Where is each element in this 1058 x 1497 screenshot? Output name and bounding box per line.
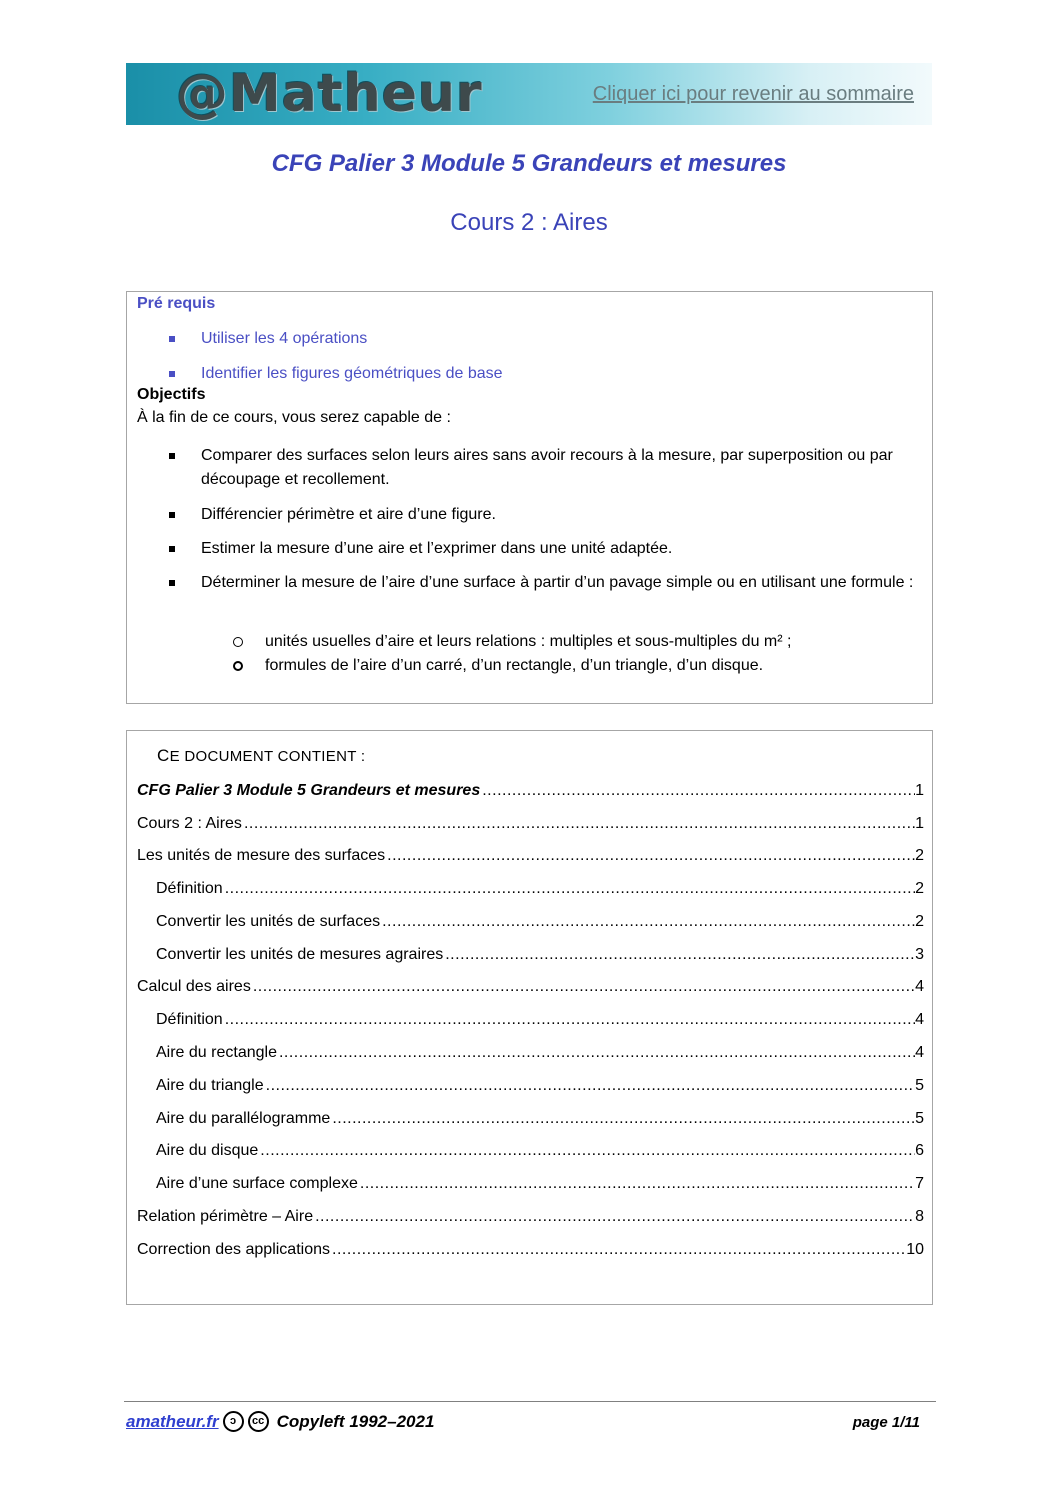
page-number: page 1/11 — [852, 1414, 920, 1431]
prerequisites-heading: Pré requis — [137, 295, 216, 312]
square-bullet-icon — [169, 371, 175, 377]
toc-entry[interactable]: CFG Palier 3 Module 5 Grandeurs et mesures ..... 1 — [137, 780, 924, 802]
square-bullet-icon — [169, 453, 175, 459]
toc-entry[interactable]: Définition ..... 4 — [156, 1009, 924, 1031]
toc-entry[interactable]: Aire du rectangle ..... 4 — [156, 1042, 924, 1064]
objectives-intro: À la fin de ce cours, vous serez capable de : — [137, 409, 451, 426]
document-title: CFG Palier 3 Module 5 Grandeurs et mesures — [271, 150, 787, 177]
toc-entry[interactable]: Correction des applications ..... 10 — [137, 1239, 924, 1261]
square-bullet-icon — [169, 546, 175, 552]
toc-entry[interactable]: Aire du parallélogramme ..... 5 — [156, 1108, 924, 1130]
toc-entry[interactable]: Convertir les unités de mesures agraires ..... 3 — [156, 944, 924, 966]
toc-entry[interactable]: Relation périmètre – Aire ..... 8 — [137, 1206, 924, 1228]
site-link[interactable]: amatheur.fr — [126, 1411, 219, 1431]
site-logo[interactable]: @Matheur — [176, 64, 483, 124]
square-bullet-icon — [169, 580, 175, 586]
toc-entry[interactable]: Cours 2 : Aires ..... 1 — [137, 813, 924, 835]
objectives-heading: Objectifs — [137, 386, 206, 403]
objectives-box: Pré requis Utiliser les 4 opérations Identifier les figures géométriques de base Objectifs À la fin de ce cours, vous serez capable de : Comparer des surfaces selon leurs aires sans avoir recours à la mesure, par superposition ou par découpage et recollement. Différencier périmètre et aire d’une figure. Estimer la mesure d’une aire et l’exprimer dans une unité adaptée. Déterminer la mesure de l’aire d’une surface à partir d’un pavage simple ou en utilisant une formule : unités usuelles d’aire et leurs relations : multiples et sous-multiples du m² ; formules de l’aire d’un carré, d’un rectangle, d’un triangle, d’un disque. — [126, 291, 933, 704]
square-bullet-icon — [169, 512, 175, 518]
toc-entry[interactable]: Calcul des aires ..... 4 — [137, 976, 924, 998]
square-bullet-icon — [169, 336, 175, 342]
header-banner — [126, 63, 932, 125]
toc-entry[interactable]: Aire du disque ..... 6 — [156, 1140, 924, 1162]
toc-entry[interactable]: Aire du triangle ..... 5 — [156, 1075, 924, 1097]
toc-entry[interactable]: Les unités de mesure des surfaces ..... 2 — [137, 845, 924, 867]
toc-entry[interactable]: Convertir les unités de surfaces ..... 2 — [156, 911, 924, 933]
creative-commons-icon: cc — [248, 1411, 269, 1432]
circle-bullet-icon — [233, 661, 243, 671]
toc-entry[interactable]: Aire d’une surface complexe ..... 7 — [156, 1173, 924, 1195]
footer-left — [126, 1411, 434, 1432]
home-link[interactable]: Cliquer ici pour revenir au sommaire — [592, 83, 914, 105]
document-subtitle: Cours 2 : Aires — [450, 209, 608, 236]
toc-entry[interactable]: Définition ..... 2 — [156, 878, 924, 900]
footer-divider — [124, 1401, 936, 1402]
toc-heading: CE DOCUMENT CONTIENT : — [157, 746, 366, 765]
circle-bullet-icon — [233, 637, 243, 647]
copyleft-icon: ↄ — [223, 1411, 244, 1432]
copyleft-text: Copyleft 1992–2021 — [276, 1411, 435, 1431]
table-of-contents — [126, 730, 933, 1305]
